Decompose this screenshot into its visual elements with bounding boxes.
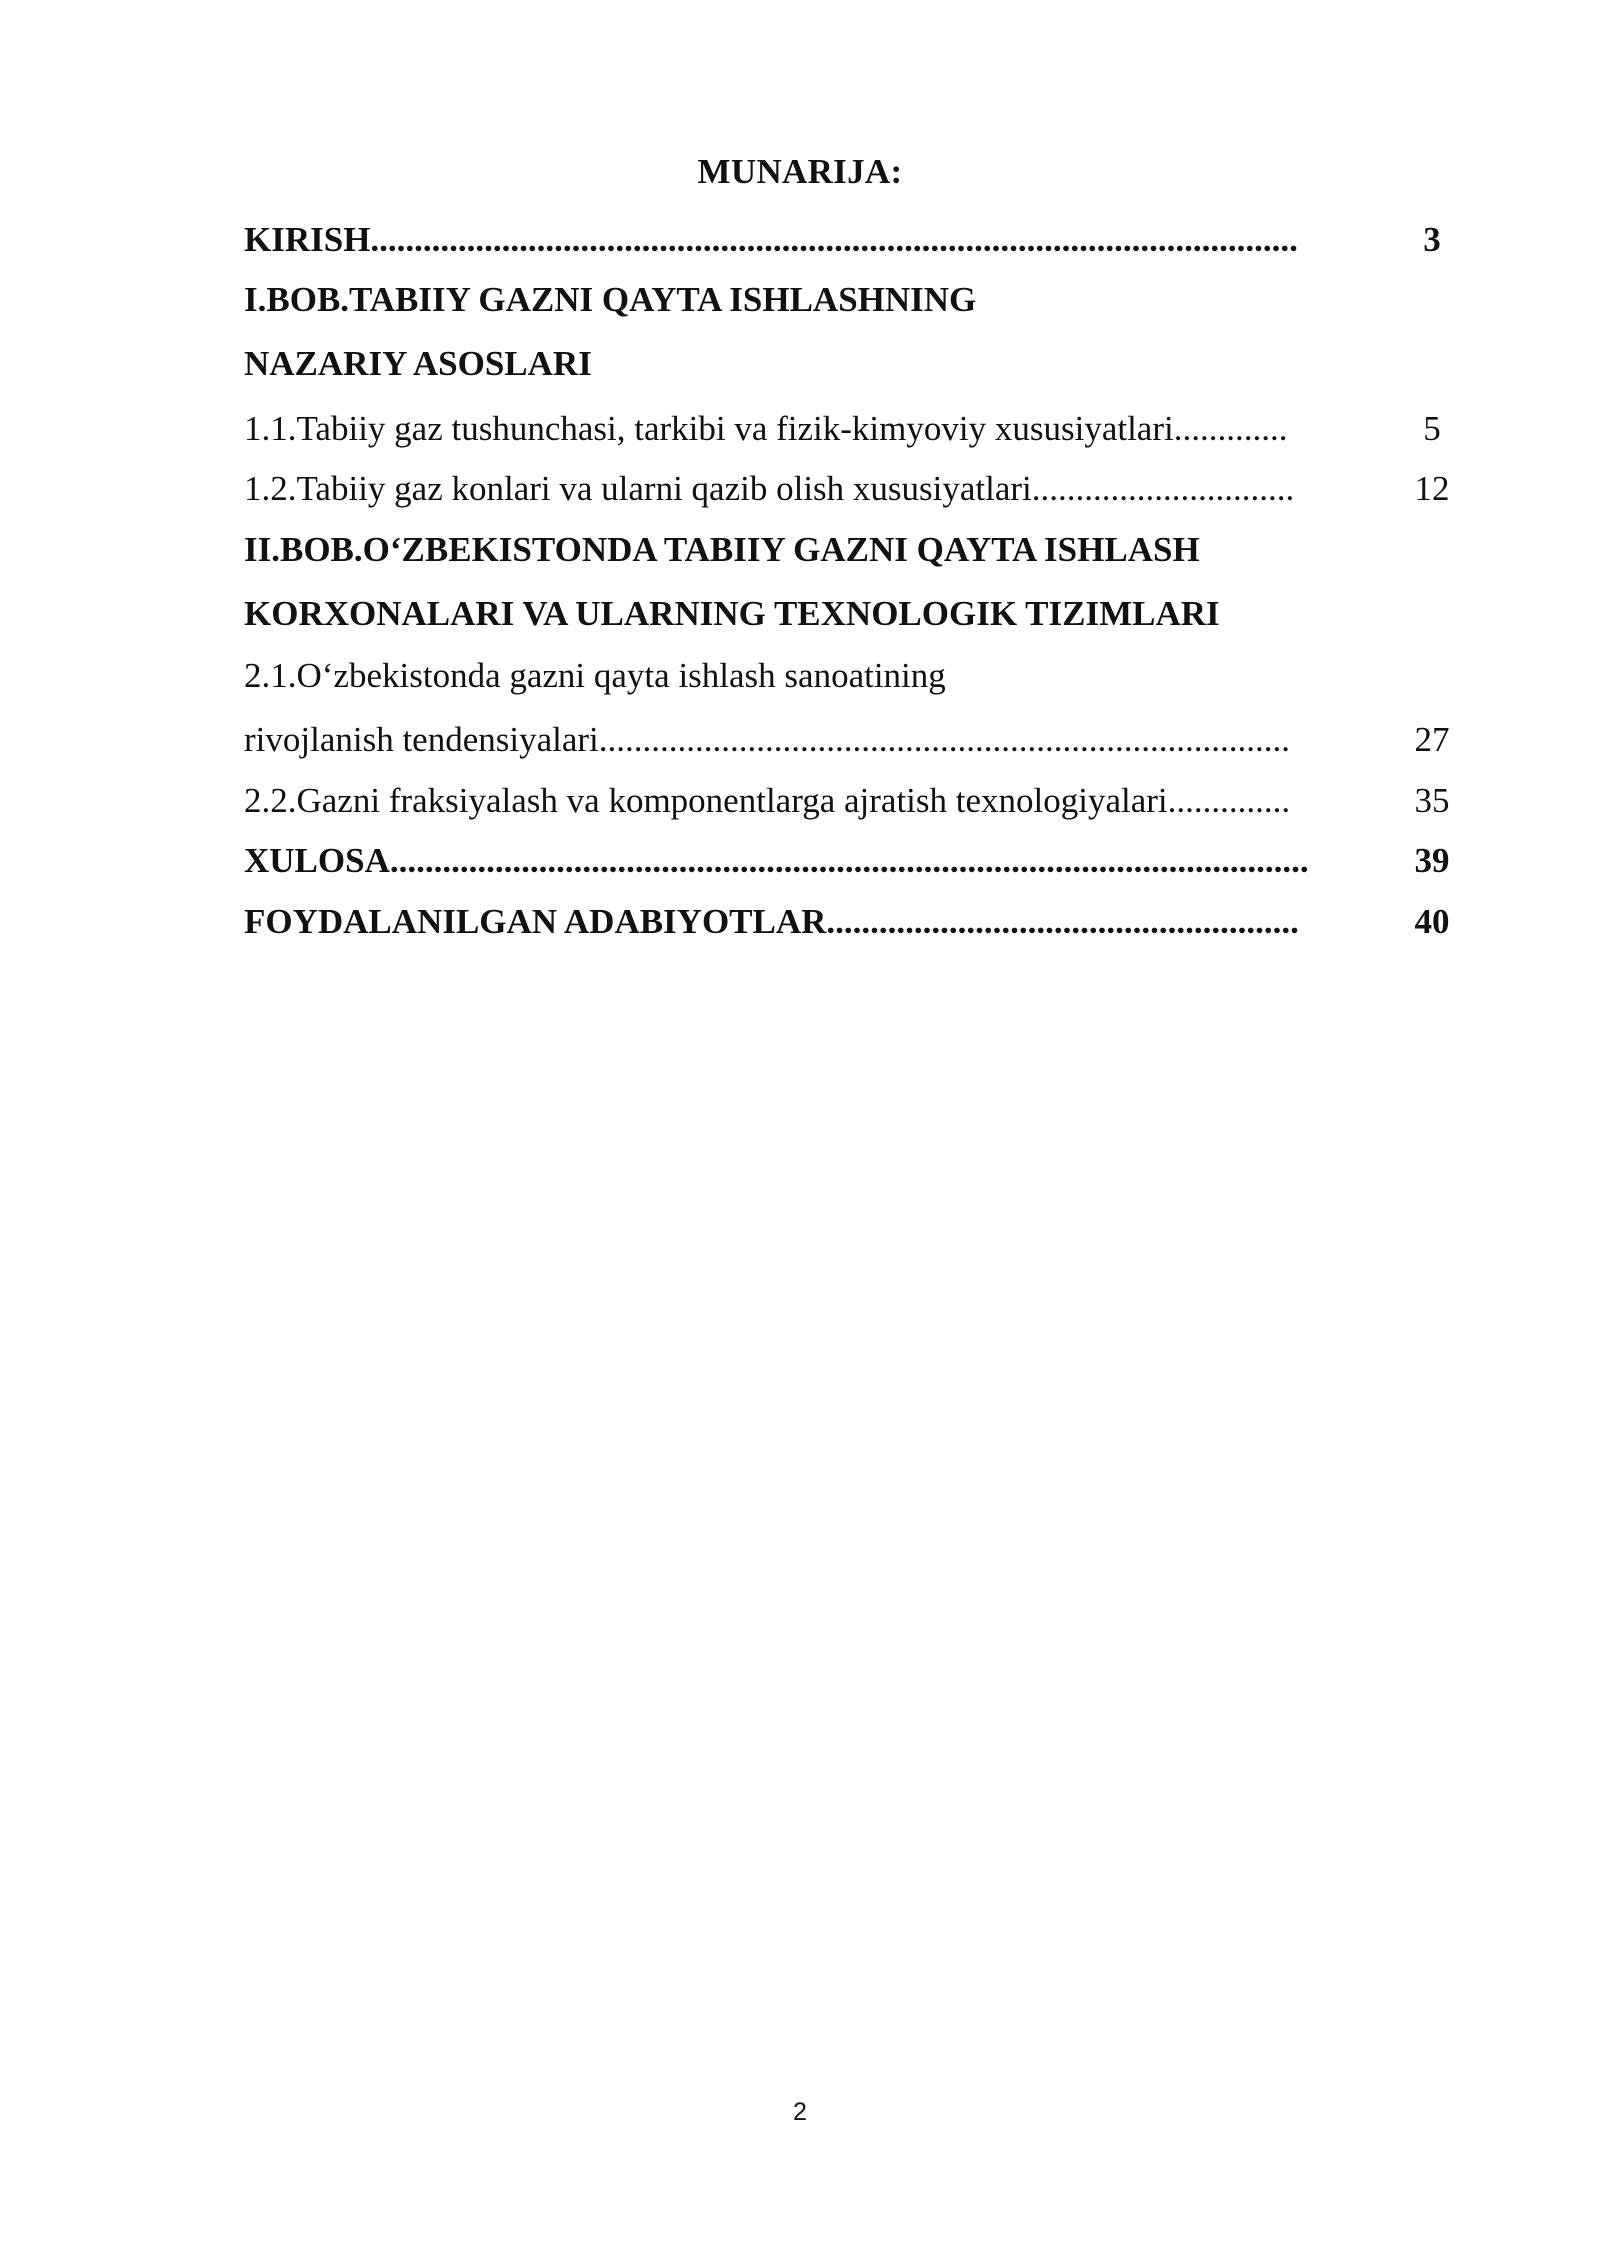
toc-entry-adabiyotlar — [244, 898, 1462, 946]
toc-entry-kirish — [244, 216, 1462, 264]
toc-entry-text: 1.2.Tabiiy gaz konlari va ularni qazib olish xususiyatlari.............................. — [244, 469, 1295, 508]
toc-entry-text: KORXONALARI VA ULARNING TEXNOLOGIK TIZIMLARI — [244, 594, 1220, 633]
toc-entry-text: 2.1.O‘zbekistonda gazni qayta ishlash sanoatining — [244, 656, 946, 695]
toc-entry-text: 2.2.Gazni fraksiyalash va komponentlarga ajratish texnologiyalari.............. — [244, 781, 1291, 820]
toc-entry-page: 40 — [1414, 902, 1450, 941]
toc-entry-page: 12 — [1414, 469, 1450, 508]
toc-entry-page: 5 — [1423, 409, 1441, 448]
toc-entry-section-2-1-line-1 — [244, 652, 1462, 700]
toc-entry-section-2-1-line-2 — [244, 716, 1462, 764]
toc-entry-chapter-2-title — [244, 526, 1462, 574]
toc-entry-text: rivojlanish tendensiyalari............................................................................... — [244, 720, 1291, 759]
toc-entry-section-1-1 — [244, 405, 1462, 453]
toc-entry-xulosa — [244, 837, 1462, 885]
toc-entry-page: 35 — [1414, 781, 1450, 820]
toc-entry-section-2-2 — [244, 777, 1462, 825]
toc-entry-text: 1.1.Tabiiy gaz tushunchasi, tarkibi va fizik-kimyoviy xususiyatlari............. — [244, 409, 1288, 448]
toc-entry-chapter-1-subtitle — [244, 340, 1462, 388]
toc-entry-text: KIRISH.......................................................................................................... — [244, 220, 1298, 259]
toc-entry-chapter-2-subtitle — [244, 590, 1462, 638]
toc-entry-text: XULOSA......................................................................................................... — [244, 841, 1309, 880]
toc-entry-text: I.BOB.TABIIY GAZNI QAYTA ISHLASHNING — [244, 280, 977, 319]
toc-entry-chapter-1-title — [244, 276, 1462, 324]
toc-entry-text: II.BOB.O‘ZBEKISTONDA TABIIY GAZNI QAYTA ISHLASH — [244, 530, 1200, 569]
toc-entry-section-1-2 — [244, 465, 1462, 513]
toc-entry-page: 3 — [1423, 220, 1441, 259]
page-number: 2 — [793, 2098, 807, 2126]
toc-entry-page: 27 — [1414, 720, 1450, 759]
toc-entry-text: FOYDALANILGAN ADABIYOTLAR...................................................... — [244, 902, 1299, 941]
toc-entry-page: 39 — [1414, 841, 1450, 880]
toc-title: MUNARIJA: — [697, 152, 903, 191]
toc-entry-text: NAZARIY ASOSLARI — [244, 344, 592, 383]
